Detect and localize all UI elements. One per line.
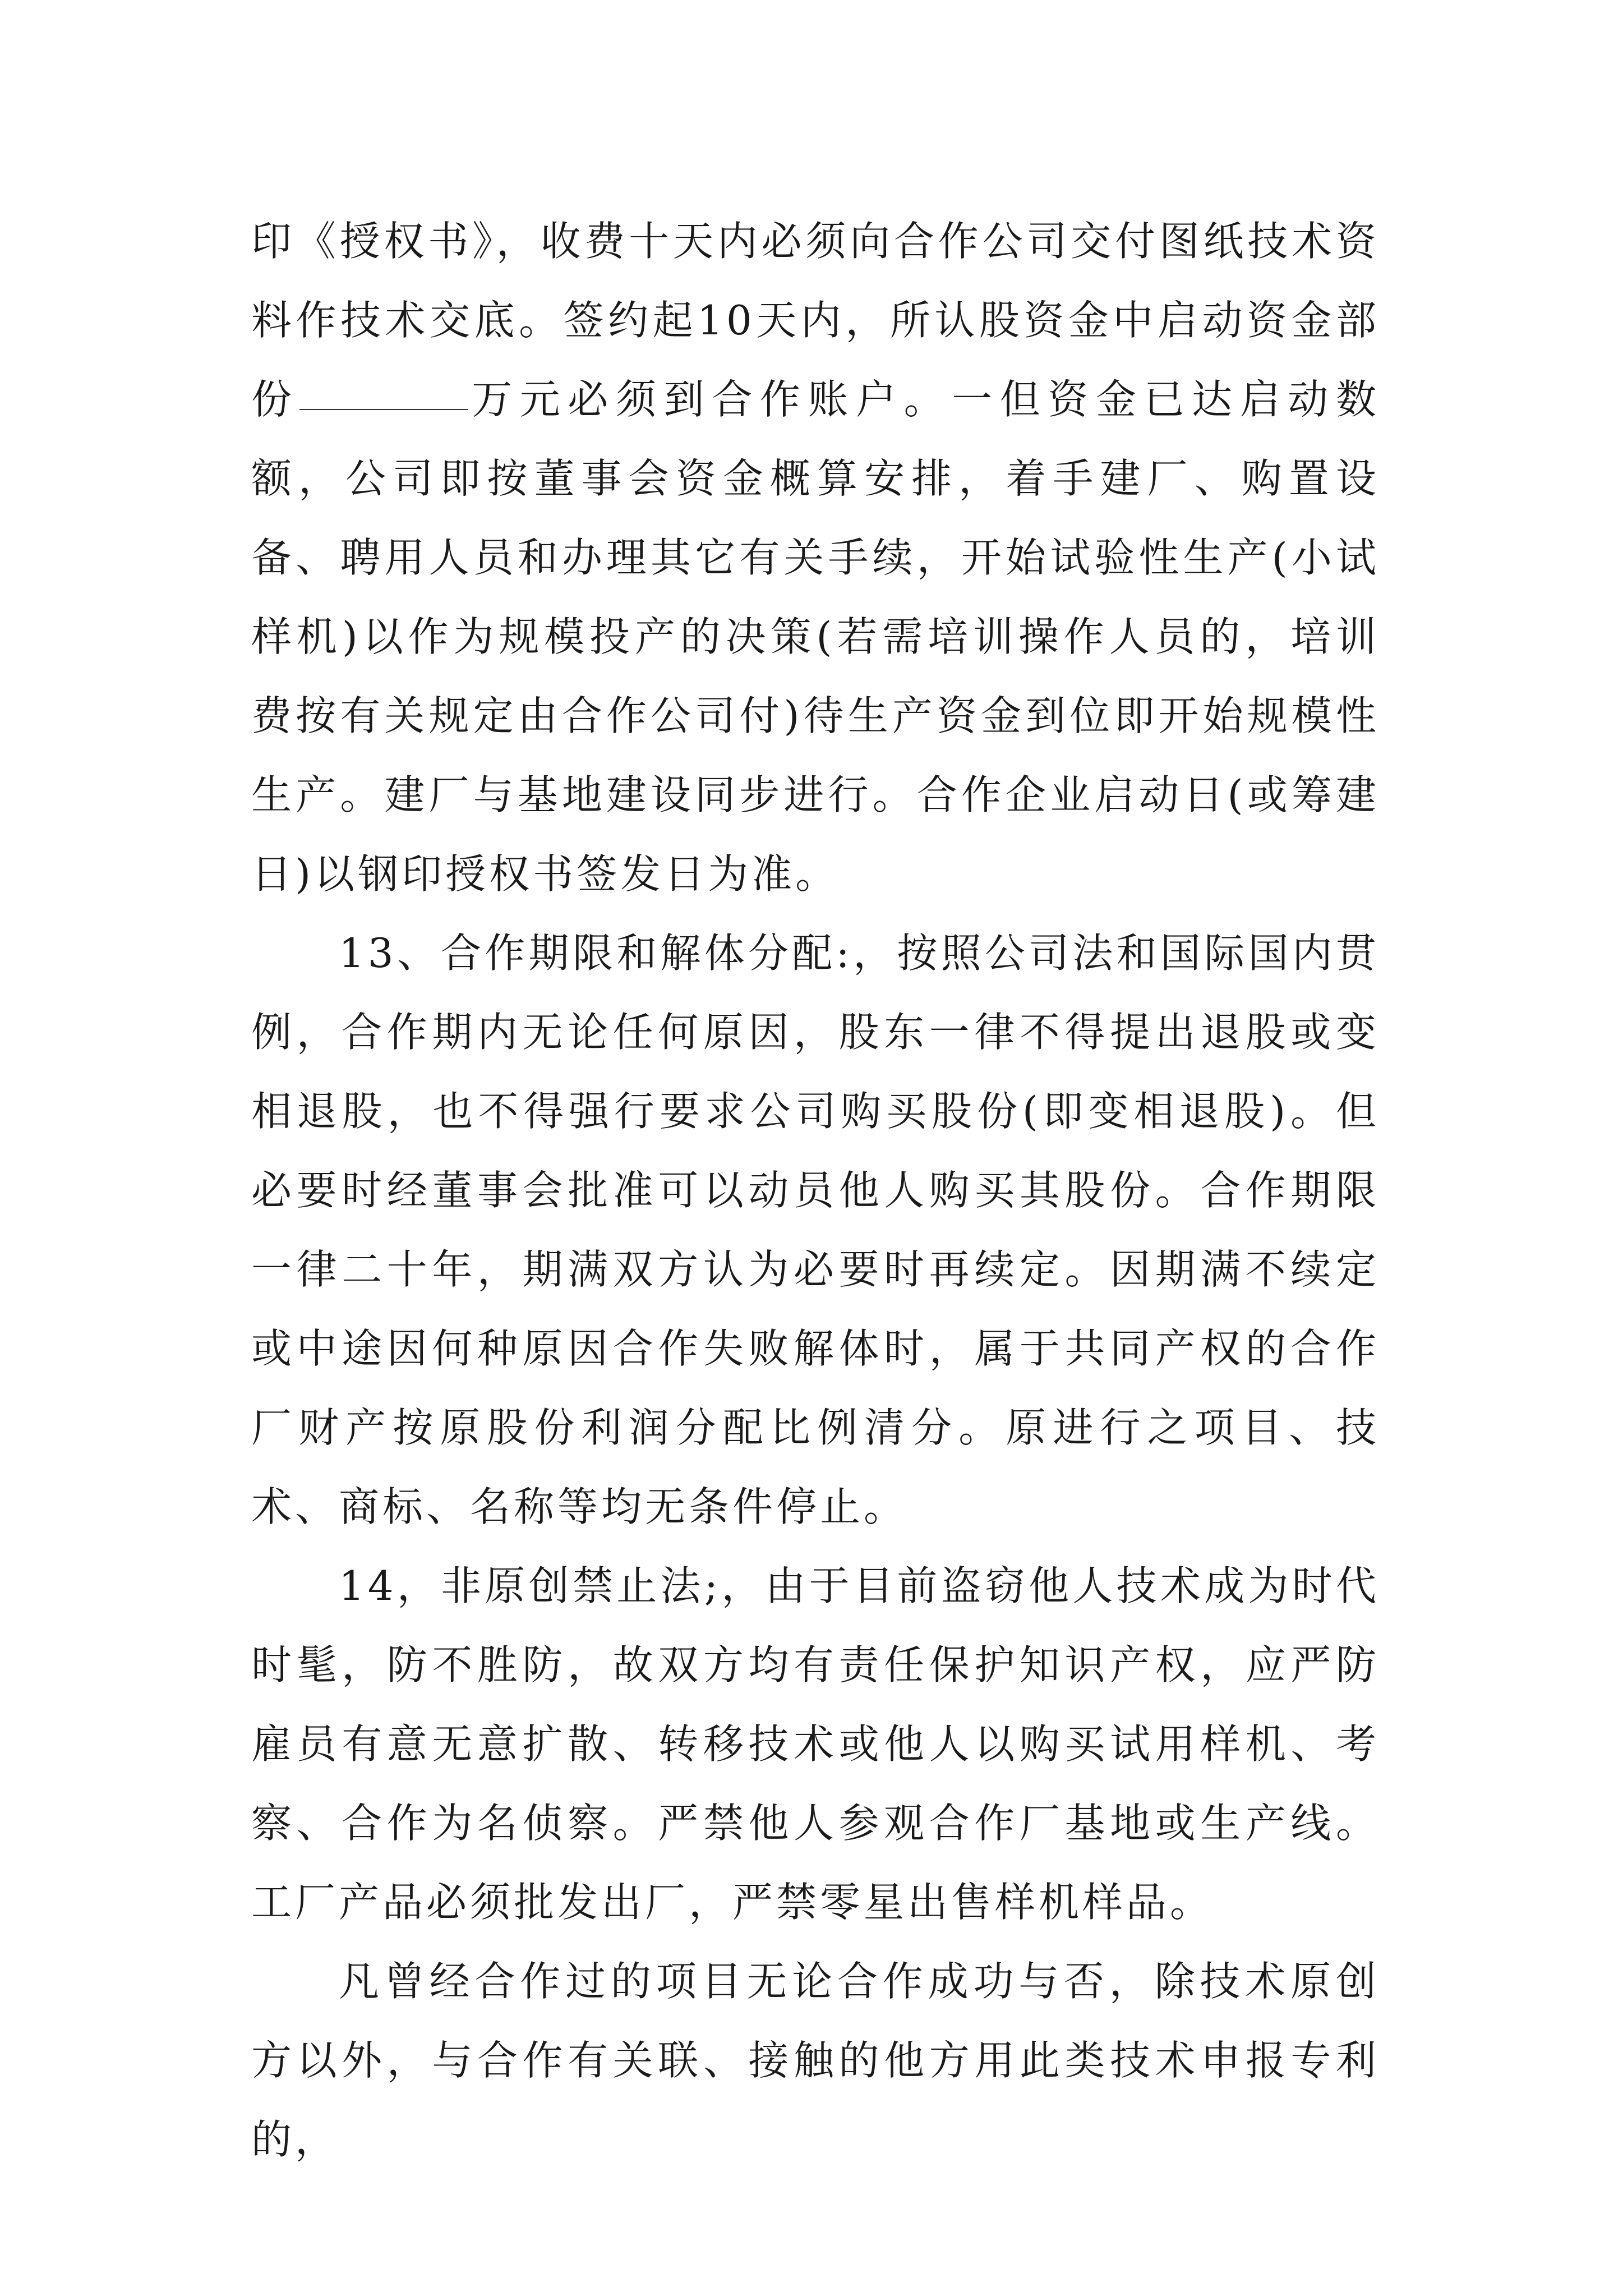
fill-in-blank <box>299 409 468 410</box>
paragraph-text-before-blank: 印《授权书》，收费十天内必须向合作公司交付图纸技术资料作技术交底。签约起10天内，所认股资金中启动资金部份 <box>251 218 1380 423</box>
paragraph-patent-clause: 凡曾经合作过的项目无论合作成功与否，除技术原创方以外，与合作有关联、接触的他方用此类技术申报专利的， <box>251 1958 1380 2163</box>
paragraph-clause-14: 14，非原创禁止法;，由于目前盗窃他人技术成为时代时髦，防不胜防，故双方均有责任保护知识产权，应严防雇员有意无意扩散、转移技术或他人以购买试用样机、考察、合作为名侦察。严禁他人参观合作厂基地或生产线。工厂产品必须批发出厂，严禁零星出售样机样品。 <box>251 1562 1380 1926</box>
document-body <box>251 202 1380 2179</box>
paragraph-continuation <box>251 202 1380 914</box>
paragraph-clause-13: 13、合作期限和解体分配:，按照公司法和国际国内贯例，合作期内无论任何原因，股东一律不得提出退股或变相退股，也不得强行要求公司购买股份(即变相退股)。但必要时经董事会批准可以动员他人购买其股份。合作期限一律二十年，期满双方认为必要时再续定。因期满不续定或中途因何种原因合作失败解体时，属于共同产权的合作厂财产按原股份利润分配比例清分。原进行之项目、技术、商标、名称等均无条件停止。 <box>251 930 1380 1530</box>
paragraph-text-after-blank: 万元必须到合作账户。一但资金已达启动数额，公司即按董事会资金概算安排，着手建厂、购置设备、聘用人员和办理其它有关手续，开始试验性生产(小试样机)以作为规模投产的决策(若需培训操作人员的，培训费按有关规定由合作公司付)待生产资金到位即开始规模性生产。建厂与基地建设同步进行。合作企业启动日(或筹建日)以钢印授权书签发日为准。 <box>251 376 1380 898</box>
